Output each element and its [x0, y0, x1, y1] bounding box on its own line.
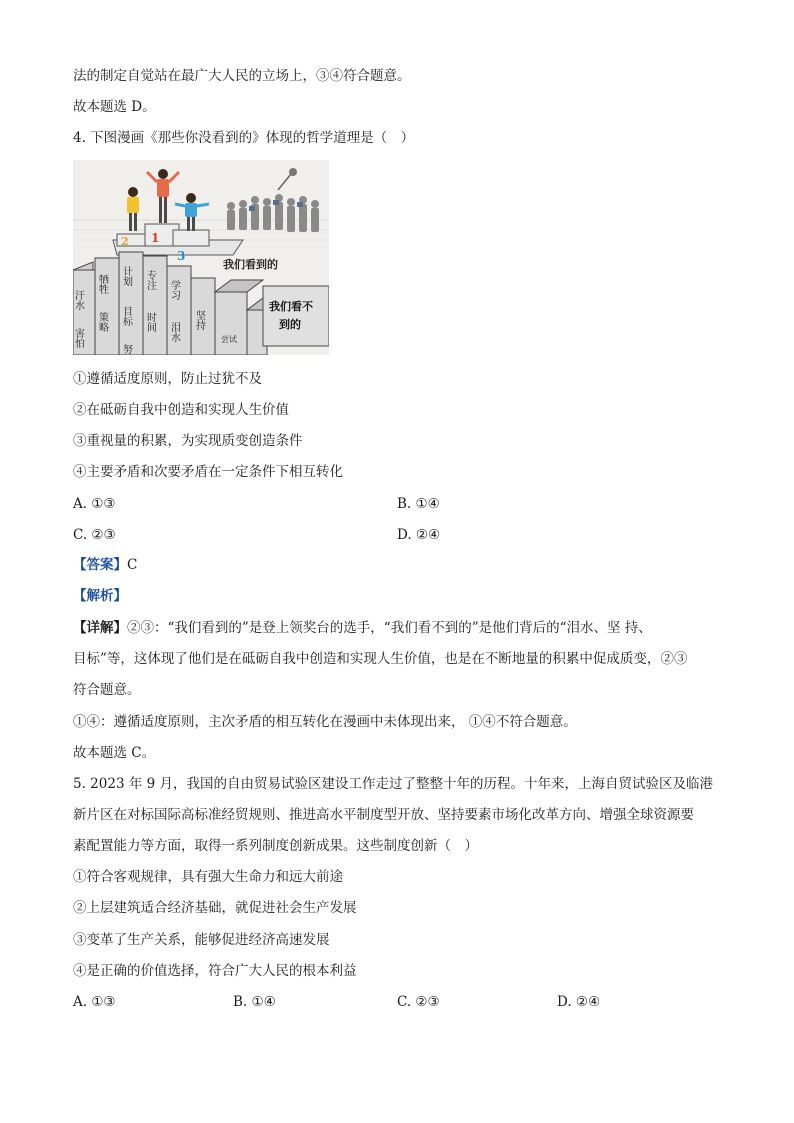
q5-stem-line-2: 新片区在对标国际高标准经贸规则、推进高水平制度型开放、坚持要素市场化改革方向、增强全球资源要	[73, 807, 694, 823]
block-label: 泪水	[168, 322, 180, 342]
q5-stem-line-1: 5. 2023 年 9 月，我国的自由贸易试验区建设工作走过了整整十年的历程。十年来，上海自贸试验区及临港	[73, 776, 713, 792]
caption-unseen-2: 到的	[279, 318, 301, 331]
caption-seen: 我们看到的	[223, 258, 278, 271]
q4-statement-2: ②在砥砺自我中创造和实现人生价值	[73, 402, 289, 418]
q4-answer	[73, 555, 137, 575]
detail-text-1: ②③：“我们看到的”是登上领奖台的选手，“我们看不到的”是他们背后的“泪水、坚 持、	[127, 620, 652, 636]
q4-statement-3: ③重视量的积累，为实现质变创造条件	[73, 433, 303, 449]
podium-first: 1	[151, 231, 160, 245]
q4-detail-line-1	[73, 618, 652, 638]
block-label: 计划	[120, 266, 132, 286]
block-label: 努	[120, 344, 132, 354]
q4-statement-4: ④主要矛盾和次要矛盾在一定条件下相互转化	[73, 464, 343, 480]
block-label: 时间	[144, 312, 156, 332]
block-label: 学习	[168, 280, 180, 300]
q4-option-b: B. ①④	[397, 496, 440, 512]
intro-answer-line: 故本题选 D。	[73, 99, 156, 115]
q5-option-b: B. ①④	[233, 994, 276, 1010]
q5-option-c: C. ②③	[397, 994, 440, 1010]
q4-analysis-tag	[73, 586, 127, 606]
block-label: 目标	[120, 306, 132, 326]
caption-unseen-1: 我们看不	[269, 300, 313, 313]
q5-statement-2: ②上层建筑适合经济基础，就促进社会生产发展	[73, 900, 357, 916]
block-label: 牺牲	[96, 274, 108, 294]
q5-statement-1: ①符合客观规律，具有强大生命力和远大前途	[73, 869, 343, 885]
podium-second: 2	[121, 235, 129, 248]
q4-option-d: D. ②④	[397, 527, 441, 543]
q4-detail-line-2: 目标”等，这体现了他们是在砥砺自我中创造和实现人生价值，也是在不断地量的积累中促成质变，②③	[73, 651, 688, 667]
q5-option-d: D. ②④	[557, 994, 601, 1010]
q4-detail-line-3: 符合题意。	[73, 682, 141, 698]
q4-detail-line-4: ①④：遵循适度原则，主次矛盾的相互转化在漫画中未体现出来， ①④不符合题意。	[73, 714, 577, 730]
cartoon-image	[73, 160, 329, 355]
block-label: 坚持	[193, 310, 205, 330]
block-label: 尝试	[221, 335, 237, 344]
block-label: 策略	[96, 312, 108, 332]
intro-line-1: 法的制定自觉站在最广大人民的立场上，③④符合题意。	[73, 68, 411, 84]
q4-option-c: C. ②③	[73, 527, 116, 543]
q5-statement-4: ④是正确的价值选择，符合广大人民的根本利益	[73, 963, 357, 979]
q5-statement-3: ③变革了生产关系，能够促进经济高速发展	[73, 932, 330, 948]
analysis-tag: 【解析】	[73, 588, 127, 604]
q4-option-a: A. ①③	[73, 496, 116, 512]
podium-third: 3	[177, 249, 186, 263]
block-label: 汗水	[73, 290, 84, 310]
answer-value: C	[127, 557, 138, 573]
block-label: 专注	[144, 270, 156, 290]
q4-statement-1: ①遵循适度原则，防止过犹不及	[73, 371, 262, 387]
q5-stem-line-3: 素配置能力等方面，取得一系列制度创新成果。这些制度创新（ ）	[73, 838, 478, 854]
detail-tag: 【详解】	[73, 620, 127, 636]
answer-tag: 【答案】	[73, 557, 127, 573]
block-label: 害怕	[73, 328, 84, 348]
q5-option-a: A. ①③	[73, 994, 116, 1010]
q4-stem: 4. 下图漫画《那些你没看到的》体现的哲学道理是（ ）	[73, 130, 415, 146]
q4-conclusion: 故本题选 C。	[73, 745, 156, 761]
